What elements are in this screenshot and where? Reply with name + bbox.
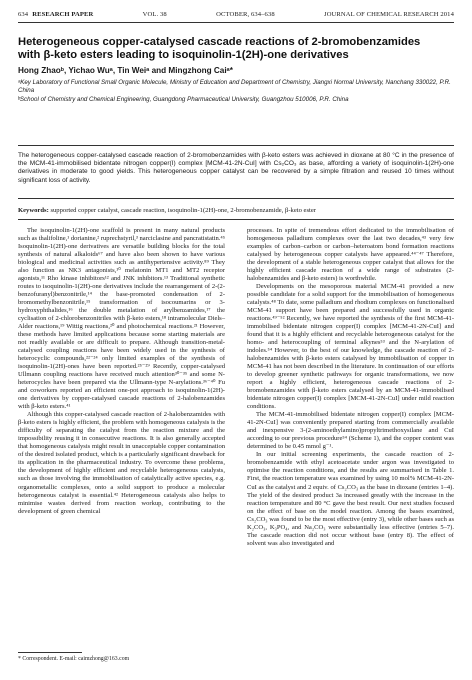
paragraph: Although this copper-catalysed cascade reaction of 2-halobenzamides with β-keto esters is highly efficient, the problem with homogeneous catalysis is the difficulty of separating the catalyst from the reaction mixture and the impossibility reusing it in consecutive reactions. It is also generally accepted that homogeneous catalysis might result in unacceptable copper contamination of the desired isolated product, which is a particularly significant drawback for its application in the pharmaceutical industry. To overcome these problems, the development of highly efficient and recyclable heterogeneous catalysts, such as those involving the immobilisation of catalytically active species, e.g. organometallic complexes, onto a solid support to produce a molecular heterogeneous catalyst is essential.⁴² Heterogeneous catalysis also helps to minimise wastes derived from reaction workup, contributing to the development of green chemical <box>18 411 225 515</box>
correspondence-footnote: * Correspondent. E-mail: caimzhong@163.com <box>18 656 130 662</box>
affiliation-b: ᵇSchool of Chemistry and Chemical Engineering, Guangdong Pharmaceutical University, Guangzhou 510006, P.R. China <box>18 96 349 103</box>
issue-date: OCTOBER, 634–638 <box>216 11 275 18</box>
paragraph: processes. In spite of tremendous effort dedicated to the immobilisation of homogeneous palladium complexes over the last two decades,⁴³ very few examples of carbon–carbon or carbon–heteroatom bond formation reactions catalysed by heterogeneous copper catalysts have appeared.⁴⁴⁻⁴⁷ Therefore, the development of a stable heterogeneous copper catalyst that allows for the highly efficient cascade reaction of a wide range of substrates (2-halobenzamides and β-keto esters) is worthwhile. <box>247 227 454 283</box>
abstract-top-rule <box>18 145 454 146</box>
title-line-1: Heterogeneous copper-catalysed cascade reactions of 2-bromobenzamides <box>18 36 421 48</box>
keywords-rule <box>18 219 454 220</box>
paragraph: Developments on the mesoporous material MCM-41 provided a new possible candidate for a solid support for the immobilisation of homogeneous catalysts.⁴⁸ To date, some palladium and rhodium complexes on functionalised MCM-41 support have been prepared and successfully used in organic reactions.⁴⁹⁻⁵² Recently, we have reported the synthesis of the first MCM-41-immobilised bidentate nitrogen copper(I) complex [MCM-41-2N-CuI] and found that it is a highly efficient and recyclable heterogeneous catalyst for the homo- and heterocoupling of terminal alkynes⁵³ and the N-arylation of indoles.⁵⁴ However, to the best of our knowledge, the cascade reaction of 2-halobenzamides with β-keto esters catalysed by immobilisation of copper in MCM-41 has not been described in the literature. In continuation of our efforts to develop greener synthetic pathways for organic transformations, we now report a highly efficient, heterogeneous cascade reactions of 2-bromobenzamides with β-keto esters catalysed by an MCM-41-immobilised bidentate nitrogen copper(I) complex [MCM-41-2N-CuI] under mild reaction conditions. <box>247 283 454 411</box>
keywords-label: Keywords: <box>18 207 49 214</box>
keywords <box>18 207 454 214</box>
left-column <box>18 227 225 516</box>
page-number: 634 <box>18 11 29 18</box>
paragraph: The isoquinolin-1(2H)-one scaffold is present in many natural products such as thalifoline,¹ dorianine,² ruprechstyril,³ narciclasine and pancratistatin.⁴⁵ Isoquinolin-1(2H)-one derivatives are versatile building blocks for the total synthesis of natural alkaloids⁶⁷ and have also been shown to have various biological and medicinal activities such as antihypertensive activity.⁸⁹ They also function as NK3 antagonists,¹⁰ melatonin MT1 and MT2 receptor agonists,¹¹ Rho kinase inhibitors¹² and JNK inhibitors.¹³ Traditional synthetic routes to isoquinolin-1(2H)-one derivatives include the rearrangement of 2-(2-benzofuranyl)benzonitrile,¹⁴ the base-promoted condensation of 2-bromomethylbenzonitrile,¹⁵ transformation of isocoumarins or 3-hydroxyphthalides,¹⁶ the double metalation of arylbenzamides,¹⁷ the cyclisation of 2-chlorobenzonitriles with β-keto esters,¹⁸ intramolecular Diels–Alder reactions,¹⁹ Wittig reactions,²⁰ and photochemical reactions.²¹ However, these methods have limited applications because some starting materials are not readily available or are difficult to prepare. Although transition-metal-catalysed coupling reactions have been widely used in the synthesis of heterocyclic compounds,²²⁻²⁴ only limited examples of the synthesis of isoquinolin-1(2H)-ones have been reported.²⁵⁻²⁹ Recently, copper-catalysed Ullmann coupling reactions have received much attention³⁰⁻³⁵ and some N-heterocycles have been prepared via the Ullmann-type N-arylations.³⁶⁻⁴⁰ Fu and coworkers reported an efficient one-pot approach to isoquinolin-1(2H)-one derivatives by copper-catalysed cascade reactions of 2-halobenzamides with β-keto esters.⁴¹ <box>18 227 225 411</box>
abstract: The heterogeneous copper-catalysed cascade reaction of 2-bromobenzamides with β-keto esters was achieved in dioxane at 80 °C in the presence of the MCM-41-immobilised bidentate nitrogen copper(I) complex [MCM-41-2N-CuI] with Cs₂CO₃ as base, affording a variety of isoquinolin-1(2H)-one derivatives in moderate to good yields. This heterogeneous copper catalyst can be recovered by a simple filtration and reused 10 times without significant loss of activity. <box>18 152 454 184</box>
abstract-bottom-rule <box>18 198 454 199</box>
title-line-2: with β-keto esters leading to isoquinolin-1(2H)-one derivatives <box>18 49 349 62</box>
footnote-rule <box>18 652 82 653</box>
paragraph: The MCM-41-immobilised bidentate nitrogen copper(I) complex [MCM-41-2N-CuI] was conveniently prepared starting from commercially available and inexpensive 3-(2-aminoethylamino)propyltrimethoxysilane and CuI according to our previous procedure⁵⁴ (Scheme 1), and the copper content was determined to be 0.45 mmol g⁻¹. <box>247 411 454 451</box>
header-rule <box>18 22 454 23</box>
running-header <box>18 11 454 18</box>
author-list: Hong Zhaoᵇ, Yichao Wuᵃ, Tin Weiᵃ and Mingzhong Caiᵃ* <box>18 66 233 75</box>
paragraph: In our initial screening experiments, the cascade reaction of 2-bromobenzamide with ethyl acetoacetate under argon was investigated to optimise the reaction conditions, and the results are summarised in Table 1. First, the reaction temperature was examined by using 10 mol% MCM-41-2N-CuI as the catalyst and 2 equiv. of Cs₂CO₃ as the base in dioxane (entries 1–4). The yield of the desired product 3a increased greatly with the increase in the reaction temperature and 80 °C gave the best result. Our next studies focused on the effect of base on the model reaction. Among the bases examined, Cs₂CO₃ was found to be the most effective (entry 3), while other bases such as K₂CO₃, K₃PO₄, and Na₂CO₃ were substantially less effective (entries 5–7). The cascade reaction did not occur without base (entry 8). The effect of solvent was also investigated and <box>247 451 454 547</box>
right-column <box>247 227 454 548</box>
journal-name: JOURNAL OF CHEMICAL RESEARCH 2014 <box>324 11 454 18</box>
keywords-text: supported copper catalyst, cascade reaction, isoquinolin-1(2H)-one, 2-bromobenzamide, β-keto ester <box>50 207 316 214</box>
volume: VOL. 38 <box>142 11 167 18</box>
affiliation-a: ᵃKey Laboratory of Functional Small Organic Molecule, Ministry of Education and Department of Chemistry, Jiangxi Normal University, Nanchang 330022, P.R. China <box>18 79 451 94</box>
section-label: RESEARCH PAPER <box>32 11 94 18</box>
article-title <box>18 36 458 63</box>
